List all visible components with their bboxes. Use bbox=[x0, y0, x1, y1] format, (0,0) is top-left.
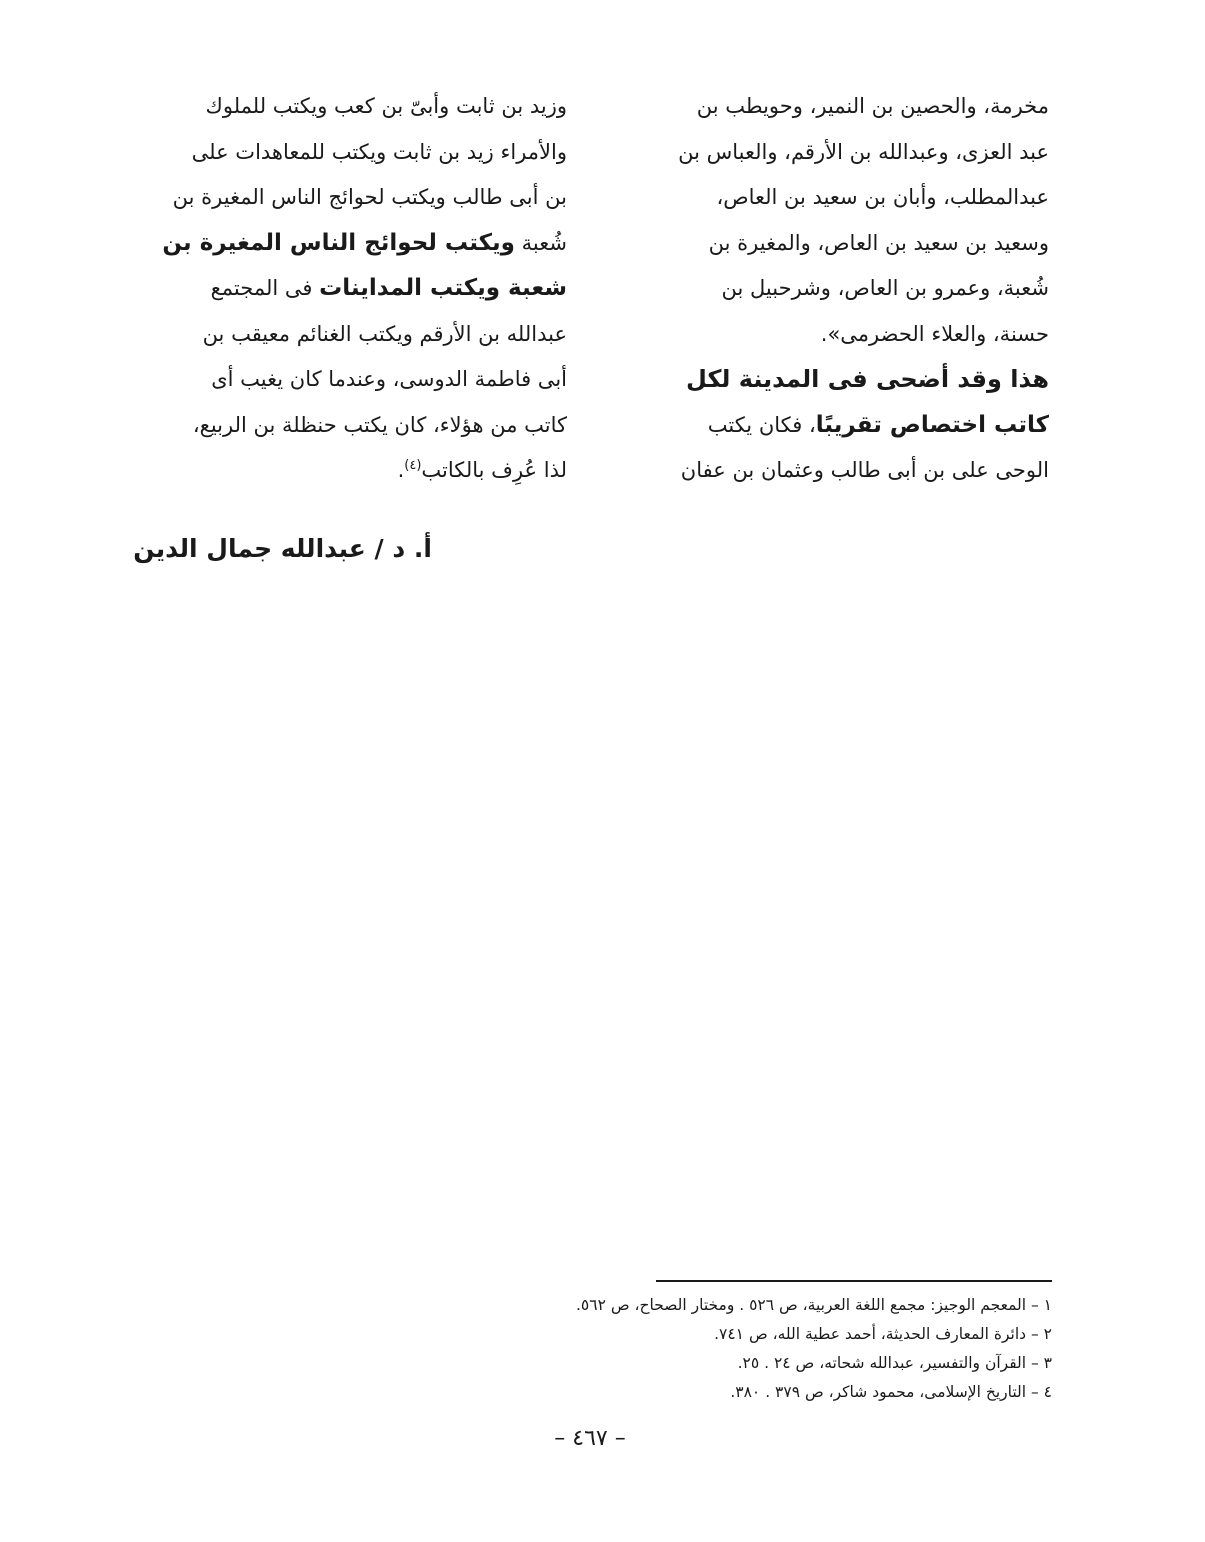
left-line-5 bbox=[142, 266, 567, 312]
left-line-9-end: . bbox=[397, 458, 405, 482]
footnote-reference-4: (٤) bbox=[404, 458, 422, 473]
right-line-8 bbox=[624, 403, 1049, 449]
left-line-1: وزيد بن ثابت وأبىّ بن كعب ويكتب للملوك bbox=[205, 94, 567, 118]
left-line-8: كاتب من هؤلاء، كان يكتب حنظلة بن الربيع، bbox=[192, 412, 567, 437]
left-line-2: والأمراء زيد بن ثابت ويكتب للمعاهدات على bbox=[191, 139, 567, 164]
left-line-7: أبى فاطمة الدوسى، وعندما كان يغيب أى bbox=[211, 367, 567, 391]
left-line-3: بن أبى طالب ويكتب لحوائج الناس المغيرة بن bbox=[172, 185, 567, 209]
left-line-5-rest: فى المجتمع bbox=[210, 276, 313, 300]
footnote-1: ١ – المعجم الوجيز: مجمع اللغة العربية، ص ٥٢٦ . ومختار الصحاح، ص ٥٦٢. bbox=[575, 1296, 1052, 1314]
right-line-3: عبدالمطلب، وأبان بن سعيد بن العاص، bbox=[716, 185, 1049, 209]
left-line-4 bbox=[142, 221, 567, 267]
left-line-6: عبدالله بن الأرقم ويكتب الغنائم معيقب بن bbox=[202, 321, 567, 346]
author-signature: أ. د / عبدالله جمال الدين bbox=[133, 534, 432, 563]
right-line-6: حسنة، والعلاء الحضرمى». bbox=[820, 321, 1049, 346]
footnote-3: ٣ – القرآن والتفسير، عبدالله شحاته، ص ٢٤ . ٢٥. bbox=[737, 1354, 1052, 1372]
footnote-divider bbox=[656, 1280, 1052, 1282]
left-line-5-bold-part: شعبة ويكتب المداينات bbox=[319, 275, 567, 301]
right-line-2: عبد العزى، وعبدالله بن الأرقم، والعباس بن bbox=[678, 139, 1049, 164]
right-line-9: الوحى على بن أبى طالب وعثمان بن عفان bbox=[680, 458, 1049, 482]
right-line-8-bold-part: كاتب اختصاص تقريبًا bbox=[815, 411, 1049, 438]
right-line-8-rest: ، فكان يكتب bbox=[707, 412, 816, 437]
right-line-7-bold: هذا وقد أضحى فى المدينة لكل bbox=[686, 365, 1049, 393]
page-number: – ٤٦٧ – bbox=[554, 1426, 626, 1451]
footnotes bbox=[440, 1291, 1052, 1407]
left-line-9 bbox=[142, 448, 567, 494]
left-line-4-bold-part: ويكتب لحوائج الناس المغيرة بن bbox=[162, 229, 515, 256]
left-text-column bbox=[142, 84, 567, 494]
footnote-2: ٢ – دائرة المعارف الحديثة، أحمد عطية الله، ص ٧٤١. bbox=[714, 1325, 1052, 1343]
right-text-column bbox=[624, 84, 1049, 494]
right-line-1: مخرمة، والحصين بن النمير، وحويطب بن bbox=[696, 94, 1049, 118]
left-line-4-normal-part: شُعبة bbox=[521, 230, 567, 255]
left-line-9-text: لذا عُرِف بالكاتب bbox=[421, 458, 567, 482]
right-line-5: شُعبة، وعمرو بن العاص، وشرحبيل بن bbox=[721, 276, 1049, 300]
right-line-4: وسعيد بن سعيد بن العاص، والمغيرة بن bbox=[708, 230, 1049, 255]
footnote-4: ٤ – التاريخ الإسلامى، محمود شاكر، ص ٣٧٩ . ٣٨٠. bbox=[730, 1383, 1052, 1401]
